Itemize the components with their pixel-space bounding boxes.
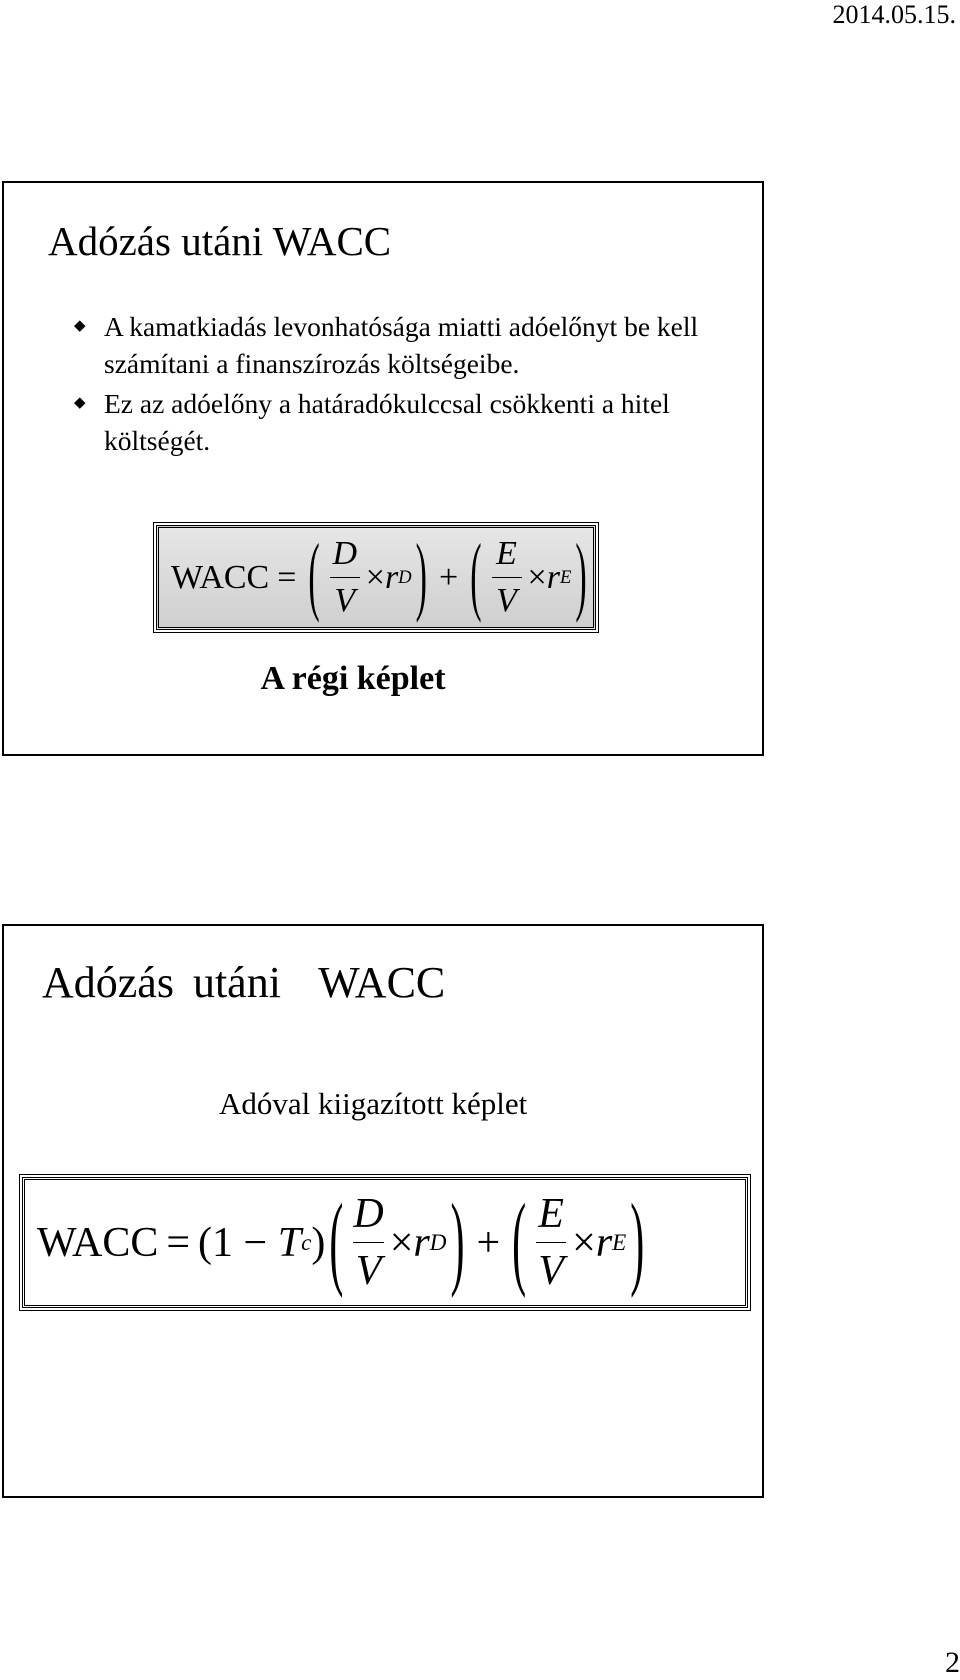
diamond-bullet-icon: ◆ <box>74 395 86 411</box>
slide-title: Adózás utáni WACC <box>48 218 392 264</box>
slide-2 <box>2 924 764 1498</box>
formula-caption: A régi képlet <box>260 660 446 697</box>
list-item: ◆ Ez az adóelőny a határadókulccsal csökkenti a hitel költségét. <box>78 385 758 459</box>
fraction-e-over-v: $\frac{E}{V}$ <box>536 1190 566 1295</box>
list-item: ◆ A kamatkiadás levonhatósága miatti adóelőnyt be kell számítani a finanszírozás költségeibe. <box>78 308 758 382</box>
fraction-d-over-v: $\frac{D}{V}$ <box>353 1191 384 1294</box>
bullet-list <box>74 308 758 462</box>
tax-adjusted-wacc-formula: WACC = (1 − T c ) ( $\frac{D}{V}$ × r D ) + ( $\frac{E}{V}$ × r E ) <box>22 1177 748 1308</box>
date-header: 2014.05.15. <box>832 0 956 29</box>
old-wacc-formula: WACC = ( $\frac{D}{V}$ × r D ) + ( $\frac{E}{V}$ × r E ) <box>156 525 596 630</box>
fraction-e-over-v: $\frac{E}{V}$ <box>492 535 522 620</box>
fraction-d-over-v: $\frac{D}{V}$ <box>330 535 360 620</box>
diamond-bullet-icon: ◆ <box>74 318 86 334</box>
slide-title: Adózás utáni WACC <box>42 958 446 1007</box>
slide-1 <box>2 181 764 756</box>
slide-subtitle: Adóval kiigazított képlet <box>219 1086 528 1121</box>
page-number: 2 <box>945 1646 960 1679</box>
